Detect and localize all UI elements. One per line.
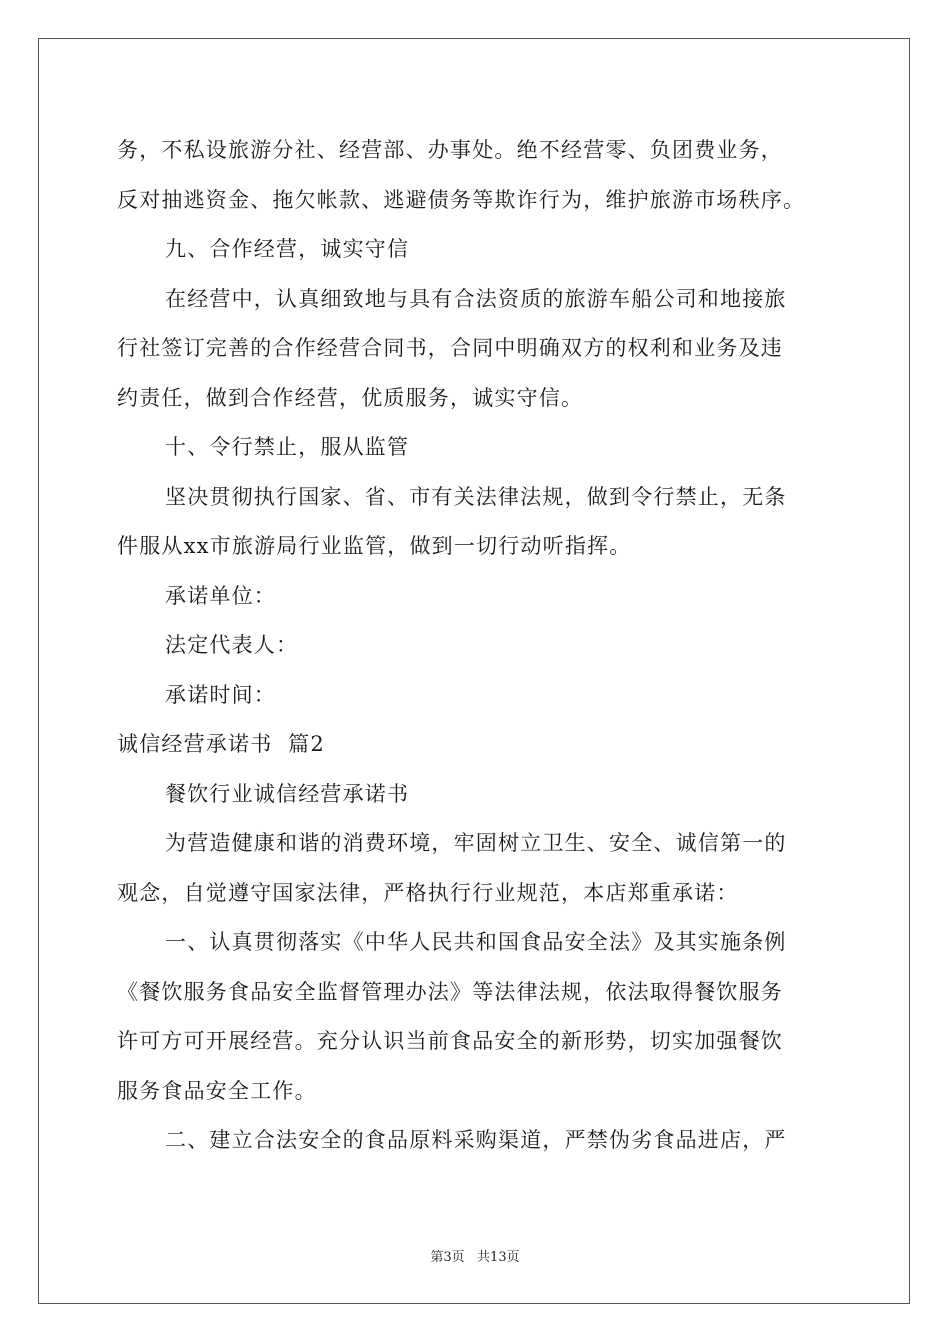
text-line: 《餐饮服务食品安全监督管理办法》等法律法规，依法取得餐饮服务 <box>117 979 783 1004</box>
text-line: 二、建立合法安全的食品原料采购渠道，严禁伪劣食品进店，严 <box>165 1128 787 1152</box>
text-line: 件服从xx市旅游局行业监管，做到一切行动听指挥。 <box>117 534 632 558</box>
text-line: 许可方可开展经营。充分认识当前食品安全的新形势，切实加强餐饮 <box>117 1029 783 1053</box>
text-line: 坚决贯彻执行国家、省、市有关法律法规，做到令行禁止，无条 <box>165 484 787 509</box>
document-body <box>117 126 837 1166</box>
text-line: 观念，自觉遵守国家法律，严格执行行业规范，本店郑重承诺： <box>117 880 739 905</box>
text-line: 反对抽逃资金、拖欠帐款、逃避债务等欺诈行为，维护旅游市场秩序。 <box>117 187 806 212</box>
text-line: 一、认真贯彻落实《中华人民共和国食品安全法》及其实施条例 <box>165 930 787 954</box>
section-heading-9: 九、合作经营，诚实守信 <box>165 237 410 261</box>
legal-representative-label: 法定代表人： <box>165 633 299 657</box>
section-heading-10: 十、令行禁止，服从监管 <box>165 435 410 459</box>
commitment-date-label: 承诺时间： <box>165 682 276 707</box>
text-line: 行社签订完善的合作经营合同书，合同中明确双方的权利和业务及违 <box>117 336 783 360</box>
article-title: 诚信经营承诺书 篇2 <box>117 732 325 756</box>
signature-unit-label: 承诺单位： <box>165 583 276 608</box>
page-number: 第3页 共13页 <box>430 1250 520 1265</box>
article-subtitle: 餐饮行业诚信经营承诺书 <box>165 781 410 806</box>
text-line: 服务食品安全工作。 <box>117 1078 317 1103</box>
text-line: 为营造健康和谐的消费环境，牢固树立卫生、安全、诚信第一的 <box>165 831 787 855</box>
text-line: 在经营中，认真细致地与具有合法资质的旅游车船公司和地接旅 <box>165 286 787 311</box>
text-line: 约责任，做到合作经营，优质服务，诚实守信。 <box>117 385 584 410</box>
text-line: 务，不私设旅游分社、经营部、办事处。绝不经营零、负团费业务， <box>117 138 783 162</box>
